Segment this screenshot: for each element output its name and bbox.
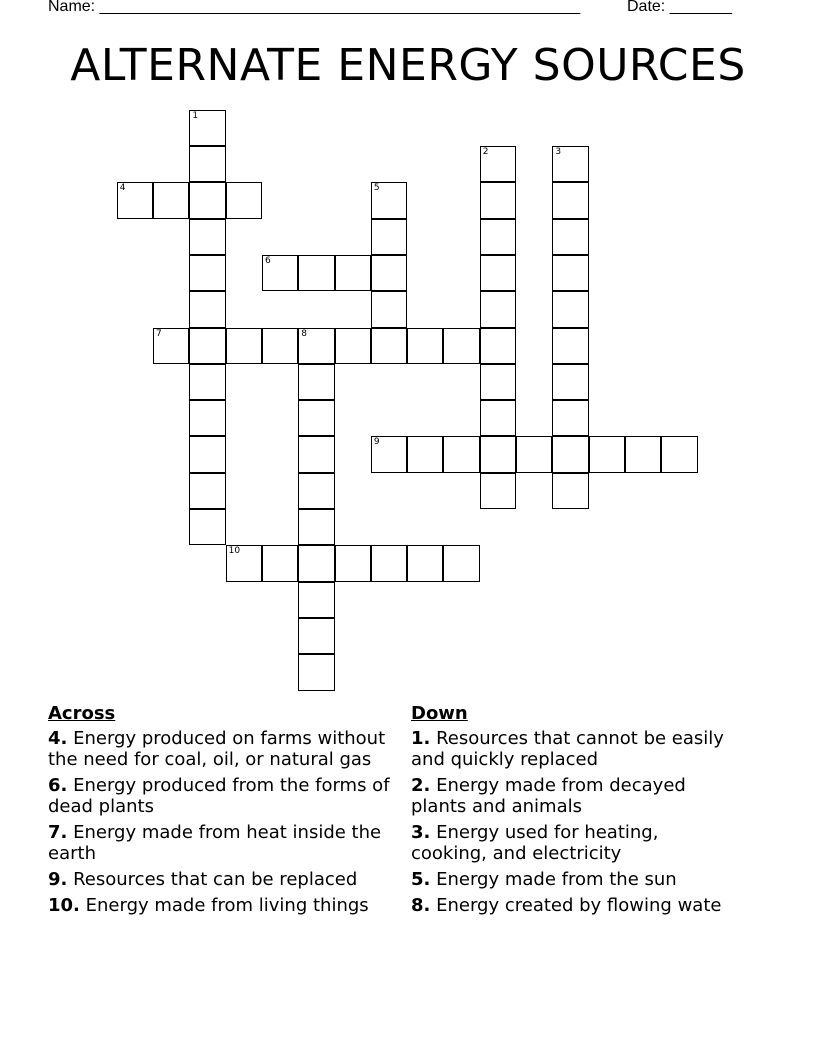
crossword-cell[interactable] — [552, 473, 588, 509]
crossword-cell[interactable] — [298, 582, 334, 618]
crossword-cell[interactable] — [189, 328, 225, 364]
crossword-cell[interactable] — [516, 436, 552, 472]
crossword-cell[interactable] — [298, 400, 334, 436]
crossword-cell[interactable] — [189, 436, 225, 472]
crossword-cell[interactable] — [625, 436, 661, 472]
crossword-cell[interactable] — [552, 255, 588, 291]
crossword-cell[interactable] — [298, 364, 334, 400]
crossword-cell[interactable] — [335, 328, 371, 364]
crossword-cell[interactable] — [117, 182, 153, 218]
crossword-cell[interactable] — [153, 328, 189, 364]
clue-number-label: 8 — [301, 328, 307, 339]
crossword-cell[interactable] — [153, 182, 189, 218]
clue-number: 4. — [48, 728, 68, 749]
crossword-cell[interactable] — [298, 436, 334, 472]
clue-number: 1. — [411, 728, 431, 749]
crossword-cell[interactable] — [298, 654, 334, 690]
clue-text: Energy made from decayed plants and animals — [411, 775, 686, 817]
crossword-cell[interactable] — [262, 255, 298, 291]
crossword-cell[interactable] — [552, 291, 588, 327]
crossword-cell[interactable] — [335, 255, 371, 291]
crossword-cell[interactable] — [189, 473, 225, 509]
crossword-cell[interactable] — [480, 255, 516, 291]
crossword-cell[interactable] — [335, 545, 371, 581]
crossword-cell[interactable] — [189, 400, 225, 436]
clue-text: Energy used for heating, cooking, and electricity — [411, 822, 659, 864]
clue-number: 6. — [48, 775, 68, 796]
crossword-cell[interactable] — [371, 291, 407, 327]
clue-text: Energy produced from the forms of dead plants — [48, 775, 390, 817]
crossword-cell[interactable] — [552, 400, 588, 436]
crossword-cell[interactable] — [189, 364, 225, 400]
clue-text: Energy made from heat inside the earth — [48, 822, 382, 864]
crossword-cell[interactable] — [189, 291, 225, 327]
clue-number: 7. — [48, 822, 68, 843]
clue-number-label: 2 — [482, 147, 489, 158]
page-title: ALTERNATE ENERGY SOURCES — [70, 40, 746, 91]
clue-number-label: 1 — [192, 110, 199, 121]
crossword-cell[interactable] — [189, 146, 225, 182]
clue-number-label: 9 — [373, 437, 380, 448]
crossword-cell[interactable] — [262, 328, 298, 364]
clue-number: 5. — [411, 869, 431, 890]
crossword-cell[interactable] — [371, 328, 407, 364]
crossword-cell[interactable] — [407, 328, 443, 364]
crossword-cell[interactable] — [480, 473, 516, 509]
name-field-label: Name: ______________________________________________________ — [48, 0, 581, 15]
clue-number: 3. — [411, 822, 431, 843]
crossword-cell[interactable] — [552, 364, 588, 400]
date-field-label: Date: _______ — [627, 0, 732, 15]
crossword-cell[interactable] — [189, 110, 225, 146]
clue-text: Energy created by flowing wate — [436, 895, 722, 916]
crossword-cell[interactable] — [189, 255, 225, 291]
clue-text: Resources that can be replaced — [73, 869, 358, 890]
clue-number-label: 10 — [228, 546, 241, 557]
crossword-cell[interactable] — [407, 436, 443, 472]
crossword-cell[interactable] — [262, 545, 298, 581]
clue-text: Resources that cannot be easily and quickly replaced — [411, 728, 724, 770]
clue-number-label: 7 — [156, 328, 162, 339]
crossword-cell[interactable] — [298, 328, 334, 364]
crossword-cell[interactable] — [589, 436, 625, 472]
clue-down-2 — [411, 775, 731, 817]
crossword-cell[interactable] — [226, 328, 262, 364]
clue-across-7 — [48, 822, 398, 864]
crossword-cell[interactable] — [480, 436, 516, 472]
crossword-cell[interactable] — [371, 545, 407, 581]
clue-number-label: 4 — [119, 183, 126, 194]
clue-text: Energy made from living things — [85, 895, 369, 916]
crossword-cell[interactable] — [552, 436, 588, 472]
crossword-cell[interactable] — [371, 255, 407, 291]
crossword-cell[interactable] — [443, 545, 479, 581]
crossword-cell[interactable] — [552, 328, 588, 364]
clue-text: Energy made from the sun — [436, 869, 677, 890]
crossword-cell[interactable] — [189, 182, 225, 218]
crossword-cell[interactable] — [407, 545, 443, 581]
clue-down-1 — [411, 728, 731, 770]
crossword-cell[interactable] — [298, 618, 334, 654]
clue-down-8 — [411, 895, 731, 916]
crossword-cell[interactable] — [226, 182, 262, 218]
crossword-cell[interactable] — [298, 509, 334, 545]
clue-number-label: 3 — [555, 147, 562, 158]
clue-down-5 — [411, 869, 731, 890]
clue-text: Energy produced on farms without the need for coal, oil, or natural gas — [48, 728, 386, 770]
crossword-cell[interactable] — [480, 146, 516, 182]
crossword-cell[interactable] — [371, 219, 407, 255]
clue-number: 2. — [411, 775, 431, 796]
crossword-cell[interactable] — [298, 255, 334, 291]
down-clues — [411, 703, 731, 921]
clue-number-label: 5 — [373, 183, 380, 194]
clue-number-label: 6 — [264, 255, 271, 266]
crossword-cell[interactable] — [298, 545, 334, 581]
clue-down-3 — [411, 822, 731, 864]
crossword-cell[interactable] — [552, 146, 588, 182]
across-clues — [48, 703, 398, 921]
crossword-cell[interactable] — [371, 436, 407, 472]
clue-number: 8. — [411, 895, 431, 916]
crossword-cell[interactable] — [189, 509, 225, 545]
crossword-cell[interactable] — [552, 182, 588, 218]
clue-across-10 — [48, 895, 398, 916]
crossword-cell[interactable] — [480, 291, 516, 327]
crossword-cell[interactable] — [480, 328, 516, 364]
clue-number: 9. — [48, 869, 68, 890]
across-heading: Across — [48, 703, 116, 724]
crossword-cell[interactable] — [480, 364, 516, 400]
down-heading: Down — [411, 703, 468, 724]
crossword-cell[interactable] — [226, 545, 262, 581]
clue-number: 10. — [48, 895, 80, 916]
crossword-cell[interactable] — [443, 328, 479, 364]
crossword-cell[interactable] — [552, 219, 588, 255]
crossword-cell[interactable] — [189, 219, 225, 255]
crossword-cell[interactable] — [480, 400, 516, 436]
crossword-cell[interactable] — [298, 473, 334, 509]
clue-across-9 — [48, 869, 398, 890]
crossword-cell[interactable] — [371, 182, 407, 218]
crossword-cell[interactable] — [661, 436, 697, 472]
clue-across-4 — [48, 728, 398, 770]
crossword-cell[interactable] — [480, 219, 516, 255]
crossword-cell[interactable] — [480, 182, 516, 218]
crossword-cell[interactable] — [443, 436, 479, 472]
clue-across-6 — [48, 775, 398, 817]
